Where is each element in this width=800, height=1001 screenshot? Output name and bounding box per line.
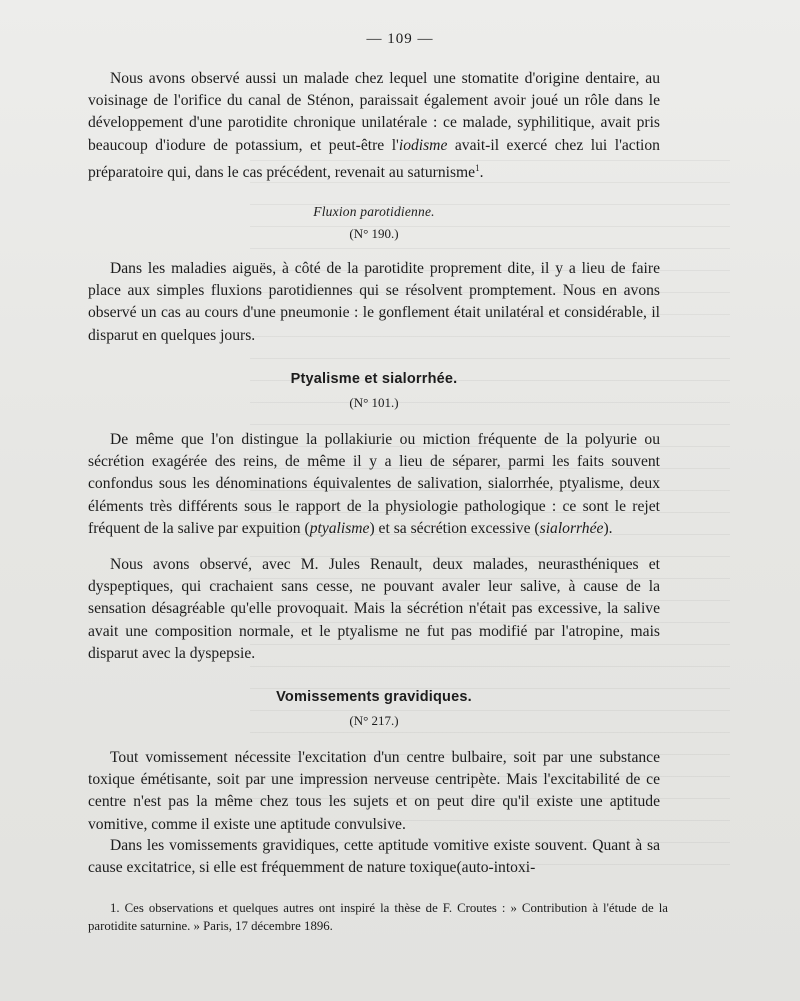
emphasis: ptyalisme <box>309 519 370 537</box>
paragraph-text <box>88 68 660 184</box>
text-run: De même que l'on distingue la pollakiurie ou miction fréquente de la polyurie ou sécrétion exagérée des reins, de même il y a lieu de séparer, parmi les faits souvent confondus sous les dénominations équivalentes de salivation, sialorrhée, ptyalisme, deux éléments très différents sous le rapport de la physiologie pathologique : ce sont le rejet fréquent de la salive par expuition ( <box>88 431 660 537</box>
footnote-mark: 1 <box>475 162 480 173</box>
paragraph-renault <box>88 554 660 665</box>
section-title-vomissements: Vomissements gravidiques. <box>276 689 472 705</box>
section-ref-vomissements: (N° 217.) <box>349 713 399 728</box>
page-number: — 109 — <box>366 31 434 47</box>
paragraph-ptyalisme <box>88 429 660 540</box>
paragraph-vomissement <box>88 747 660 836</box>
paragraph-text <box>88 429 660 540</box>
paragraph-text: Dans les maladies aiguës, à côté de la parotidite proprement dite, il y a lieu de faire place aux simples fluxions parotidiennes qui se résolvent promptement. Nous en avons observé un cas au cours d'une pneumonie : le gonflement était unilatéral et considérable, il disparut en quelques jours. <box>88 260 660 344</box>
footnote-text: 1. Ces observations et quelques autres ont inspiré la thèse de F. Croutes : » Contribution à l'étude de la parotidite saturnine. » Paris, 17 décembre 1896. <box>88 901 668 933</box>
section-ref-fluxion: (N° 190.) <box>349 226 399 241</box>
paragraph-fluxion <box>88 258 660 347</box>
paragraph-gravidiques <box>88 835 660 879</box>
text-run: ) et sa sécrétion excessive ( <box>369 519 540 537</box>
text-run: Nous avons observé aussi un malade chez lequel une stomatite d'origine dentaire, au voisinage de l'orifice du canal de Sténon, paraissait également avoir joué un rôle dans le développement d'une parotidite chronique unilatérale : ce malade, syphilitique, avait pris beaucoup d'iodure de potassium, et peut-être l' <box>88 70 660 154</box>
section-title-ptyalisme: Ptyalisme et sialorrhée. <box>290 371 458 387</box>
emphasis: iodisme <box>398 136 448 154</box>
text-run: ). <box>603 519 613 537</box>
footnote <box>88 899 668 935</box>
section-ref-ptyalisme: (N° 101.) <box>349 395 399 410</box>
paragraph-text: Dans les vomissements gravidiques, cette aptitude vomitive existe souvent. Quant à sa cause excitatrice, si elle est fréquemment de nature toxique(auto-intoxi- <box>88 837 660 877</box>
paragraph-stomatite <box>88 68 660 184</box>
emphasis: sialorrhée <box>539 519 604 537</box>
paragraph-text: Tout vomissement nécessite l'excitation d'un centre bulbaire, soit par une substance toxique émétisante, soit par une impression nerveuse centripète. Mais l'excitabilité de ce centre n'est pas la même chez tous les sujets et on peut dire qu'il existe une aptitude vomitive, comme il existe une aptitude convulsive. <box>88 749 660 833</box>
paragraph-text: Nous avons observé, avec M. Jules Renault, deux malades, neurasthéniques et dyspeptiques, qui crachaient sans cesse, ne pouvant avaler leur salive, à cause de la sensation désagréable qu'elle provoquait. Mais la sécrétion n'était pas excessive, la salive avait une composition normale, et le ptyalisme ne fut pas modifié par l'atropine, mais disparut avec la dyspepsie. <box>88 556 660 662</box>
text-run: . <box>479 164 484 181</box>
section-title-fluxion: Fluxion parotidienne. <box>313 204 435 219</box>
text-run: avait-il exercé chez lui l'action préparatoire qui, dans le cas précédent, revenait au saturnisme <box>88 136 660 181</box>
